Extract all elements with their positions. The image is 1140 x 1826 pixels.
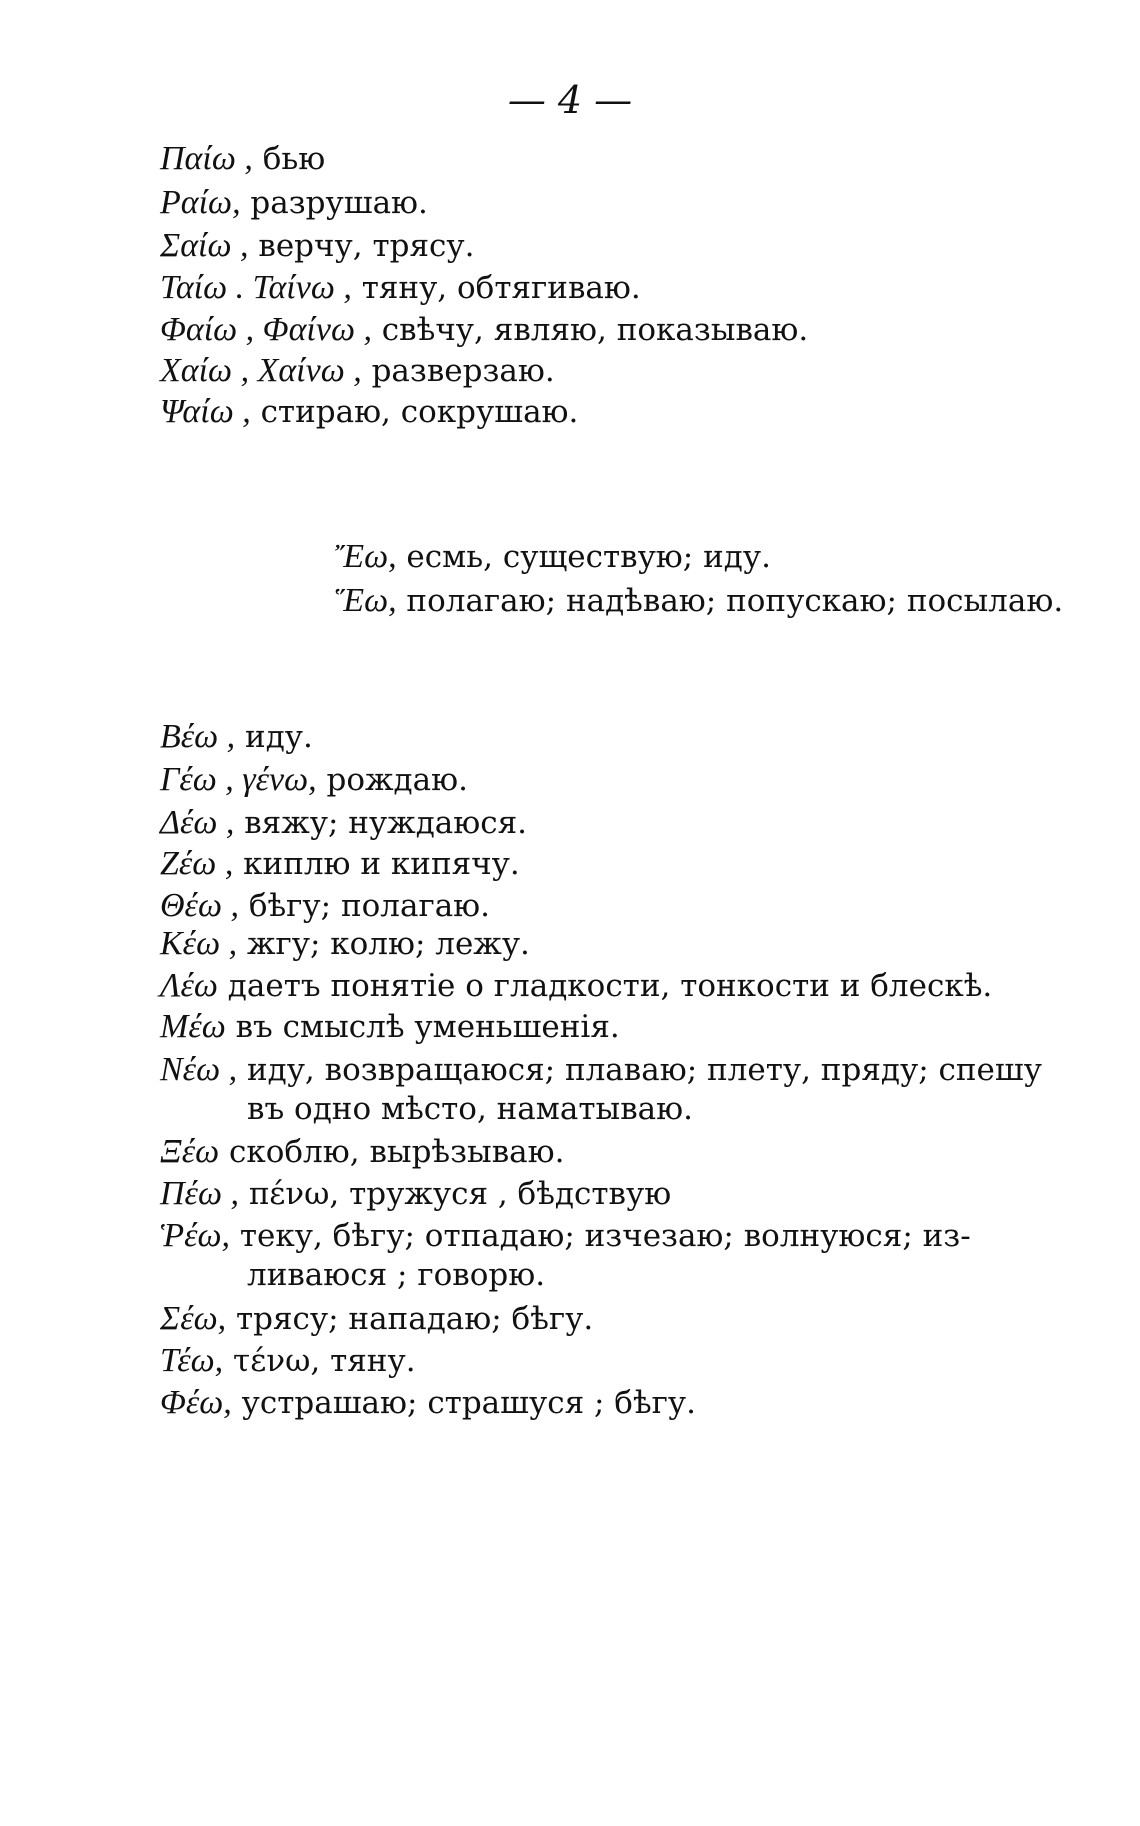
dictionary-entry	[160, 395, 578, 429]
dictionary-entry	[160, 186, 428, 220]
greek-headword: Πέω ,	[160, 1175, 239, 1212]
dictionary-entry	[160, 889, 490, 923]
dictionary-entry	[160, 1135, 564, 1169]
greek-headword: Μέω	[160, 1008, 226, 1045]
definition: полагаю; надѣваю; попускаю; посылаю.	[396, 583, 1064, 619]
definition: τένω, тяну.	[223, 1343, 416, 1379]
greek-headword: Νέω ,	[160, 1051, 238, 1088]
dictionary-entry	[335, 540, 771, 574]
greek-headword: Φέω,	[160, 1384, 232, 1421]
definition: иду.	[235, 719, 313, 755]
dictionary-entry	[160, 969, 992, 1003]
dictionary-entry	[160, 354, 555, 388]
definition: бѣгу; полагаю.	[238, 888, 491, 924]
definition: ливаюся ; говорю.	[247, 1257, 546, 1293]
dictionary-entry	[160, 142, 325, 176]
definition: бью	[252, 141, 326, 177]
definition: трясу; нападаю; бѣгу.	[226, 1301, 594, 1337]
greek-headword: Ξέω	[160, 1133, 220, 1170]
definition: свѣчу, являю, показываю.	[371, 312, 809, 348]
greek-headword: Ραίω,	[160, 184, 241, 221]
greek-headword: Παίω ,	[160, 140, 253, 177]
greek-headword: Βέω ,	[160, 718, 236, 755]
dictionary-entry	[160, 763, 468, 797]
definition: разрушаю.	[240, 185, 428, 221]
definition: вяжу; нуждаюся.	[234, 805, 528, 841]
page-number: — 4 —	[507, 78, 633, 122]
greek-headword: Ἕω,	[335, 582, 397, 619]
greek-headword: Ζέω ,	[160, 845, 234, 882]
greek-headword: Λέω	[160, 967, 218, 1004]
greek-headword: Σαίω ,	[160, 227, 249, 264]
dictionary-entry	[160, 1010, 620, 1044]
definition: въ смыслѣ уменьшенія.	[225, 1009, 620, 1045]
definition: тяну, обтягиваю.	[351, 270, 641, 306]
definition: стираю, сокрушаю.	[250, 394, 579, 430]
definition: есмь, существую; иду.	[396, 539, 771, 575]
dictionary-entry	[160, 1344, 416, 1378]
dictionary-entry	[160, 1219, 971, 1253]
greek-headword: Ῥέω,	[160, 1217, 230, 1254]
dictionary-entry	[160, 720, 313, 754]
dictionary-entry	[160, 229, 474, 263]
greek-headword: Χαίω , Χαίνω ,	[160, 352, 362, 389]
greek-headword: Ψαίω ,	[160, 393, 251, 430]
dictionary-entry	[160, 1386, 696, 1420]
dictionary-entry-continuation	[247, 1257, 546, 1293]
definition: жгу; колю; лежу.	[237, 926, 530, 962]
dictionary-entry	[160, 806, 527, 840]
definition: теку, бѣгу; отпадаю; изчезаю; волнуюся; из-	[230, 1218, 971, 1254]
greek-headword: Κέω ,	[160, 925, 238, 962]
greek-headword: Ταίω . Ταίνω ,	[160, 269, 352, 306]
greek-headword: Τέω,	[160, 1342, 224, 1379]
greek-headword: Ἔω,	[335, 538, 397, 575]
definition: въ одно мѣсто, наматываю.	[247, 1091, 693, 1127]
definition: иду, возвращаюся; плаваю; плету, пряду; спешу	[237, 1052, 1042, 1088]
dictionary-entry	[160, 1302, 593, 1336]
definition: скоблю, вырѣзываю.	[219, 1134, 565, 1170]
dictionary-entry	[160, 313, 808, 347]
definition: верчу, трясу.	[248, 228, 475, 264]
dictionary-entry	[160, 1053, 1042, 1087]
dictionary-entry	[335, 584, 1063, 618]
definition: разверзаю.	[361, 353, 555, 389]
dictionary-entry	[160, 847, 520, 881]
greek-headword: Δέω ,	[160, 804, 235, 841]
dictionary-entry-continuation	[247, 1091, 693, 1127]
dictionary-entry	[160, 927, 530, 961]
definition: рождаю.	[316, 762, 468, 798]
greek-headword: Φαίω , Φαίνω ,	[160, 311, 372, 348]
dictionary-entry	[160, 1177, 671, 1211]
greek-headword: Σέω,	[160, 1300, 227, 1337]
definition: киплю и кипячу.	[233, 846, 520, 882]
definition: устрашаю; страшуся ; бѣгу.	[231, 1385, 696, 1421]
definition: πένω, тружуся , бѣдствую	[238, 1176, 672, 1212]
greek-headword: Θέω ,	[160, 887, 239, 924]
dictionary-entry	[160, 271, 641, 305]
greek-headword: Γέω , γένω,	[160, 761, 317, 798]
definition: даетъ понятіе о гладкости, тонкости и блескѣ.	[217, 968, 993, 1004]
